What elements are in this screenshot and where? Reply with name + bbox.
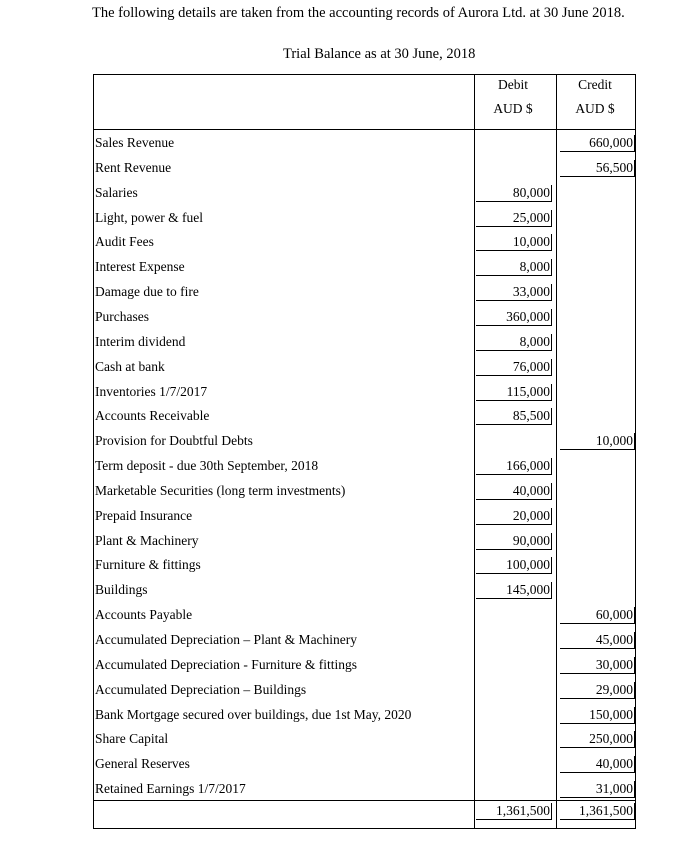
account-name: Marketable Securities (long term investments) xyxy=(95,482,346,498)
account-name: Rent Revenue xyxy=(95,159,172,175)
account-name: Sales Revenue xyxy=(95,135,175,150)
table-row xyxy=(95,753,634,778)
account-name: Accumulated Depreciation – Plant & Machinery xyxy=(95,632,358,647)
table-row xyxy=(95,430,634,455)
account-name: Furniture & fittings xyxy=(95,557,201,573)
credit-amount: 31,000 xyxy=(560,781,635,798)
debit-amount: 8,000 xyxy=(476,259,552,276)
account-name: Term deposit - due 30th September, 2018 xyxy=(95,458,319,474)
account-name: Accounts Receivable xyxy=(95,408,210,424)
debit-amount: 90,000 xyxy=(476,533,552,550)
debit-amount: 85,500 xyxy=(476,408,552,425)
account-name: Accounts Payable xyxy=(95,607,193,623)
table-row xyxy=(95,679,634,704)
table-row xyxy=(95,207,634,232)
account-name: Accumulated Depreciation - Furniture & fittings xyxy=(95,656,358,672)
table-row xyxy=(95,256,634,281)
table-row xyxy=(95,554,634,579)
account-name: Bank Mortgage secured over buildings, due 1st May, 2020 xyxy=(95,706,412,722)
credit-amount: 56,500 xyxy=(560,160,635,177)
header-separator xyxy=(93,129,636,130)
intro-text: The following details are taken from the accounting records of Aurora Ltd. at 30 June 2018. xyxy=(92,5,625,21)
account-name: Light, power & fuel xyxy=(95,209,203,225)
account-name: Inventories 1/7/2017 xyxy=(95,383,208,399)
table-row xyxy=(95,331,634,356)
debit-amount: 80,000 xyxy=(476,185,552,202)
account-name: Audit Fees xyxy=(95,234,154,250)
debit-amount: 8,000 xyxy=(476,334,552,351)
debit-amount: 25,000 xyxy=(476,210,552,227)
account-name: Share Capital xyxy=(95,731,169,747)
debit-amount: 40,000 xyxy=(476,483,552,500)
account-name: Prepaid Insurance xyxy=(95,507,193,523)
table-row xyxy=(95,505,634,530)
account-name: Interim dividend xyxy=(95,333,186,349)
credit-amount: 660,000 xyxy=(560,135,635,152)
table-row xyxy=(95,356,634,381)
debit-header: Debit xyxy=(498,77,528,92)
debit-unit: AUD $ xyxy=(493,101,533,116)
table-row xyxy=(95,405,634,430)
table-row xyxy=(95,704,634,729)
debit-amount: 166,000 xyxy=(476,458,552,475)
table-row xyxy=(95,604,634,629)
account-name: Buildings xyxy=(95,582,148,598)
table-row xyxy=(95,231,634,256)
table-row xyxy=(95,629,634,654)
table-row xyxy=(95,381,634,406)
credit-amount: 30,000 xyxy=(560,657,635,674)
debit-amount: 33,000 xyxy=(476,284,552,301)
debit-amount: 115,000 xyxy=(476,384,552,401)
table-row xyxy=(95,157,634,182)
table-row xyxy=(95,530,634,555)
account-name: Damage due to fire xyxy=(95,284,199,300)
credit-header: Credit xyxy=(578,77,612,92)
credit-amount: 250,000 xyxy=(560,731,635,748)
debit-amount: 20,000 xyxy=(476,508,552,525)
table-row xyxy=(95,182,634,207)
debit-amount: 76,000 xyxy=(476,359,552,376)
credit-amount: 45,000 xyxy=(560,632,635,649)
debit-amount: 100,000 xyxy=(476,557,552,574)
table-row xyxy=(95,306,634,331)
table-row xyxy=(95,654,634,679)
debit-amount: 360,000 xyxy=(476,309,552,326)
table-row xyxy=(95,778,634,803)
table-row xyxy=(95,728,634,753)
table-row xyxy=(95,579,634,604)
table-row xyxy=(95,132,634,157)
credit-unit: AUD $ xyxy=(575,101,615,116)
debit-amount: 10,000 xyxy=(476,234,552,251)
account-name: Provision for Doubtful Debts xyxy=(95,433,253,449)
account-name: Purchases xyxy=(95,308,149,324)
account-name: General Reserves xyxy=(95,756,190,772)
account-name: Cash at bank xyxy=(95,358,165,374)
account-name: Plant & Machinery xyxy=(95,532,199,548)
table-title: Trial Balance as at 30 June, 2018 xyxy=(283,46,476,62)
table-row xyxy=(95,455,634,480)
credit-amount: 150,000 xyxy=(560,707,635,724)
credit-amount: 29,000 xyxy=(560,682,635,699)
debit-amount: 145,000 xyxy=(476,582,552,599)
account-name: Interest Expense xyxy=(95,259,185,275)
credit-total: 1,361,500 xyxy=(560,803,635,820)
credit-amount: 10,000 xyxy=(560,433,635,450)
account-name: Retained Earnings 1/7/2017 xyxy=(95,781,246,797)
debit-total: 1,361,500 xyxy=(476,803,552,820)
credit-amount: 40,000 xyxy=(560,756,635,773)
credit-amount: 60,000 xyxy=(560,607,635,624)
table-row xyxy=(95,281,634,306)
account-name: Accumulated Depreciation – Buildings xyxy=(95,681,307,697)
table-row xyxy=(95,480,634,505)
account-name: Salaries xyxy=(95,184,138,200)
